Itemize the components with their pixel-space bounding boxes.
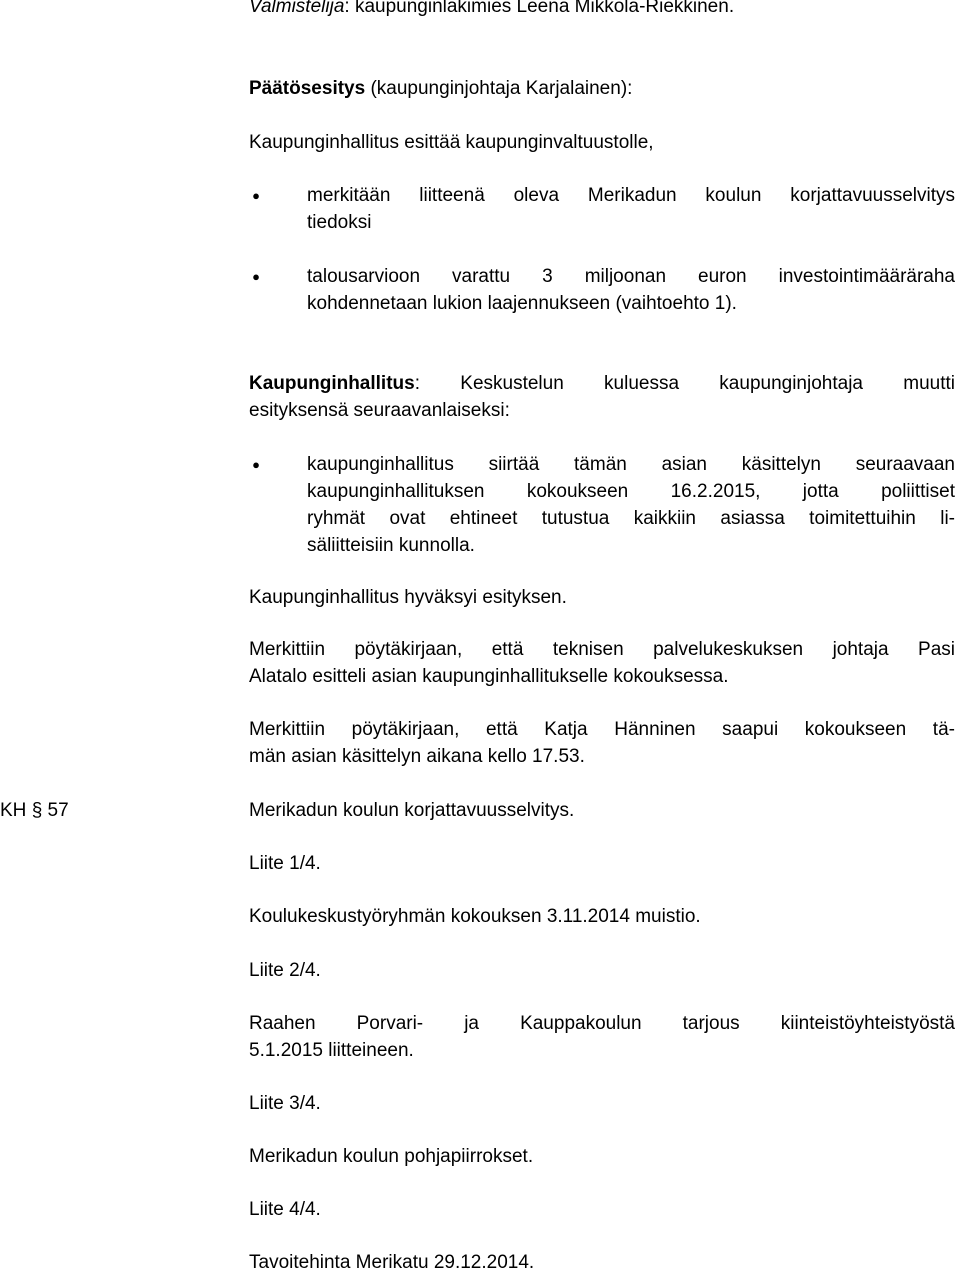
approved-text: Kaupunginhallitus hyväksyi esityksen.	[249, 587, 567, 608]
proposal-intro: Kaupunginhallitus esittää kaupunginvaltuustolle,	[249, 132, 654, 153]
board-discussion	[249, 370, 955, 424]
attachment-label: Liite 1/4.	[249, 853, 321, 874]
preparer-line	[249, 0, 955, 20]
board-line-2: esityksensä seuraavanlaiseksi:	[249, 400, 510, 421]
preparer-value: kaupunginlakimies Leena Mikkola-Riekkinen.	[354, 0, 735, 17]
attachment-text: Tavoitehinta Merikatu 29.12.2014.	[249, 1252, 535, 1273]
attachment-label: Liite 3/4.	[249, 1093, 321, 1114]
minutes-note-1: Merkittiin pöytäkirjaan, että teknisen palvelukeskuksen johtaja Pasi Alatalo esitteli asian kaupunginhallitukselle kokouksessa.	[249, 639, 955, 687]
bullet-dot-icon: ●	[252, 457, 260, 472]
board-label: Kaupunginhallitus	[249, 373, 415, 394]
board-line-1: Kaupunginhallitus: Keskustelun kuluessa kaupunginjohtaja muutti	[249, 373, 955, 394]
section-number: KH § 57	[0, 800, 69, 821]
attachment-text: Koulukeskustyöryhmän kokouksen 3.11.2014 muistio.	[249, 906, 701, 927]
section-title: Merikadun koulun korjattavuusselvitys.	[249, 800, 575, 821]
bullet-text-line: ryhmät ovat ehtineet tutustua kaikkiin asiassa toimitettuihin li-	[307, 508, 955, 529]
attachment-text: Raahen Porvari- ja Kauppakoulun tarjous kiinteistöyhteistyöstä 5.1.2015 liitteineen.	[249, 1013, 955, 1061]
preparer-label: Valmistelija	[249, 0, 345, 17]
bullet-text-line: talousarvioon varattu 3 miljoonan euron investointimääräraha	[307, 266, 955, 287]
bullet-text-line: säliitteisiin kunnolla.	[307, 535, 475, 556]
minutes-note-2: Merkittiin pöytäkirjaan, että Katja Hänninen saapui kokoukseen tä- män asian käsittelyn aikana kello 17.53.	[249, 719, 955, 767]
bullet-text-line: merkitään liitteenä oleva Merikadun koulun korjattavuusselvitys	[307, 185, 955, 206]
bullet-text-line: tiedoksi	[307, 212, 372, 233]
bullet-text-line: kaupunginhallituksen kokoukseen 16.2.2015, jotta poliittiset	[307, 481, 955, 502]
proposal-label: Päätösesitys	[249, 78, 366, 99]
attachment-text: Merikadun koulun pohjapiirrokset.	[249, 1146, 534, 1167]
bullet-text-line: kaupunginhallitus siirtää tämän asian käsittelyn seuraavaan	[307, 454, 955, 475]
attachment-label: Liite 4/4.	[249, 1199, 321, 1220]
preparer-sep: :	[344, 0, 355, 17]
bullet-dot-icon: ●	[252, 188, 260, 203]
bullet-text-line: kohdennetaan lukion laajennukseen (vaihtoehto 1).	[307, 293, 737, 314]
proposal-heading	[249, 75, 955, 102]
attachment-label: Liite 2/4.	[249, 960, 321, 981]
bullet-dot-icon: ●	[252, 269, 260, 284]
section-sign-icon: §	[31, 800, 43, 821]
proposal-rest: (kaupunginjohtaja Karjalainen):	[365, 78, 633, 99]
